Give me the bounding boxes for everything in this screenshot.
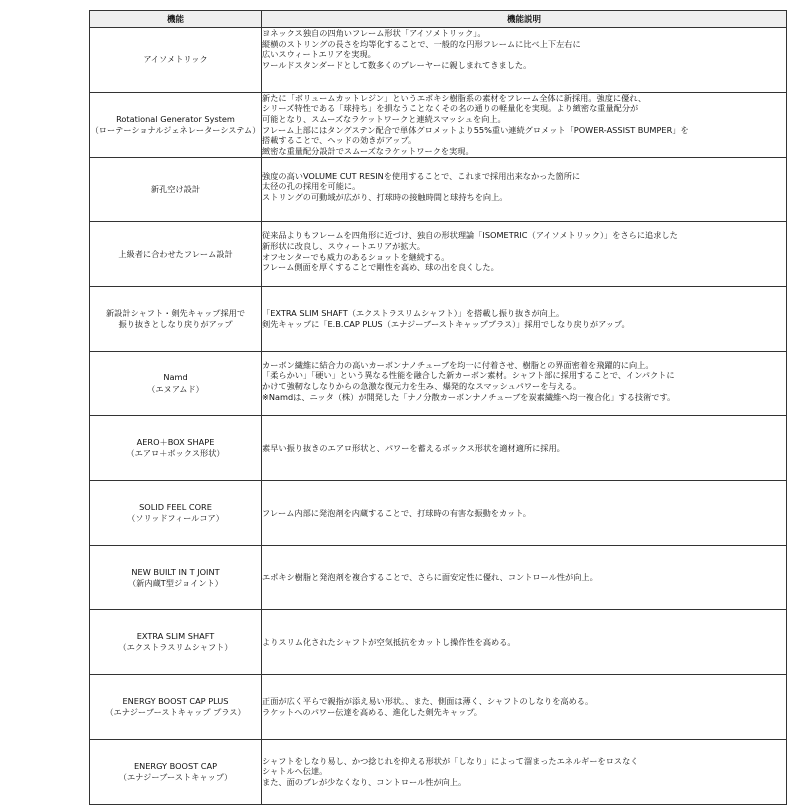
table-row xyxy=(90,287,787,352)
table-row xyxy=(90,157,787,222)
header-description: 機能説明 xyxy=(262,11,787,28)
table-row xyxy=(90,351,787,416)
feature-name: Rotational Generator System （ローテーショナルジェネレーターシステム） xyxy=(90,92,262,157)
header-feature: 機能 xyxy=(90,11,262,28)
feature-name: ENERGY BOOST CAP PLUS （エナジーブーストキャップ プラス） xyxy=(90,675,262,740)
feature-name: 新孔空け設計 xyxy=(90,157,262,222)
feature-description: 従来品よりもフレームを四角形に近づけ、独自の形状理論「ISOMETRIC（アイソメトリック）」をさらに追求した 新形状に改良し、スウィートエリアが拡大。 オフセンターでも威力のあるショットを継続する。 フレーム側面を厚くすることで剛性を高め、球の出を良くした。 xyxy=(262,222,787,287)
feature-description: ヨネックス独自の四角いフレーム形状「アイソメトリック」。 縦横のストリングの長さを均等化することで、一般的な円形フレームに比べ上下左右に 広いスウィートエリアを実現。 ワールドスタンダードとして数多くのプレーヤーに親しまれてきました。 xyxy=(262,28,787,93)
table-row xyxy=(90,481,787,546)
table-row xyxy=(90,28,787,93)
feature-description: シャフトをしなり易し、かつ捻じれを抑える形状が「しなり」によって溜まったエネルギーをロスなく シャトルへ伝達。 また、面のブレが少なくなり、コントロール性が向上。 xyxy=(262,739,787,804)
table-row xyxy=(90,610,787,675)
table-row xyxy=(90,545,787,610)
feature-spec-table xyxy=(89,10,787,805)
table-row xyxy=(90,222,787,287)
table-row xyxy=(90,739,787,804)
table-header xyxy=(90,11,787,28)
feature-description: カーボン繊維に結合力の高いカーボンナノチューブを均一に付着させ、樹脂との界面密着を飛躍的に向上。 「柔らかい」「硬い」という異なる性能を融合した新カーボン素材。シャフト部に採用することで、インパクトに かけて強靭なしなりからの急激な復元力を生み、爆発的なスマッシュパワーを与える。 ※Namdは、ニッタ（株）が開発した「ナノ分散カーボンナノチューブを炭素繊維へ均一複合化」する技術です。 xyxy=(262,351,787,416)
feature-description: 「EXTRA SLIM SHAFT（エクストラスリムシャフト）」を搭載し振り抜きが向上。 剣先キャップに「E.B.CAP PLUS（エナジーブーストキャッププラス）」採用でしなり戻りがアップ。 xyxy=(262,287,787,352)
table-row xyxy=(90,92,787,157)
feature-name: 上級者に合わせたフレーム設計 xyxy=(90,222,262,287)
feature-description: 新たに「ボリュームカットレジン」というエポキシ樹脂系の素材をフレーム全体に新採用。強度に優れ、 シリーズ特性である「球持ち」を損なうことなくその名の通りの軽量化を実現。より緻密な重量配分が 可能となり、スムーズなラケットワークと連続スマッシュを向上。 フレーム上部にはタングステン配合で単体グロメットより55%重い連続グロメット「POWER-ASSIST BUMPER」を 搭載することで、ヘッドの効きがアップ。 緻密な重量配分設計でスムーズなラケットワークを実現。 xyxy=(262,92,787,157)
feature-name: 新設計シャフト・剣先キャップ採用で 振り抜きとしなり戻りがアップ xyxy=(90,287,262,352)
feature-description: エポキシ樹脂と発泡剤を複合することで、さらに面安定性に優れ、コントロール性が向上。 xyxy=(262,545,787,610)
table-row xyxy=(90,675,787,740)
feature-name: アイソメトリック xyxy=(90,28,262,93)
feature-description: 正面が広く平らで親指が添え易い形状。、また、側面は薄く、シャフトのしなりを高める。 ラケットへのパワー伝達を高める、進化した剣先キャップ。 xyxy=(262,675,787,740)
feature-name: EXTRA SLIM SHAFT （エクストラスリムシャフト） xyxy=(90,610,262,675)
feature-name: AERO＋BOX SHAPE （エアロ＋ボックス形状） xyxy=(90,416,262,481)
feature-description: フレーム内部に発泡剤を内蔵することで、打球時の有害な振動をカット。 xyxy=(262,481,787,546)
feature-name: Namd （エヌアムド） xyxy=(90,351,262,416)
table-row xyxy=(90,416,787,481)
feature-description: 強度の高いVOLUME CUT RESINを使用することで、これまで採用出来なかった箇所に 太径の孔の採用を可能に。 ストリングの可動域が広がり、打球時の接触時間と球持ちを向上。 xyxy=(262,157,787,222)
feature-name: NEW BUILT IN T JOINT （新内蔵T型ジョイント） xyxy=(90,545,262,610)
feature-name: ENERGY BOOST CAP （エナジーブーストキャップ） xyxy=(90,739,262,804)
feature-name: SOLID FEEL CORE （ソリッドフィールコア） xyxy=(90,481,262,546)
feature-description: よりスリム化されたシャフトが空気抵抗をカットし操作性を高める。 xyxy=(262,610,787,675)
feature-description: 素早い振り抜きのエアロ形状と、パワーを蓄えるボックス形状を適材適所に採用。 xyxy=(262,416,787,481)
